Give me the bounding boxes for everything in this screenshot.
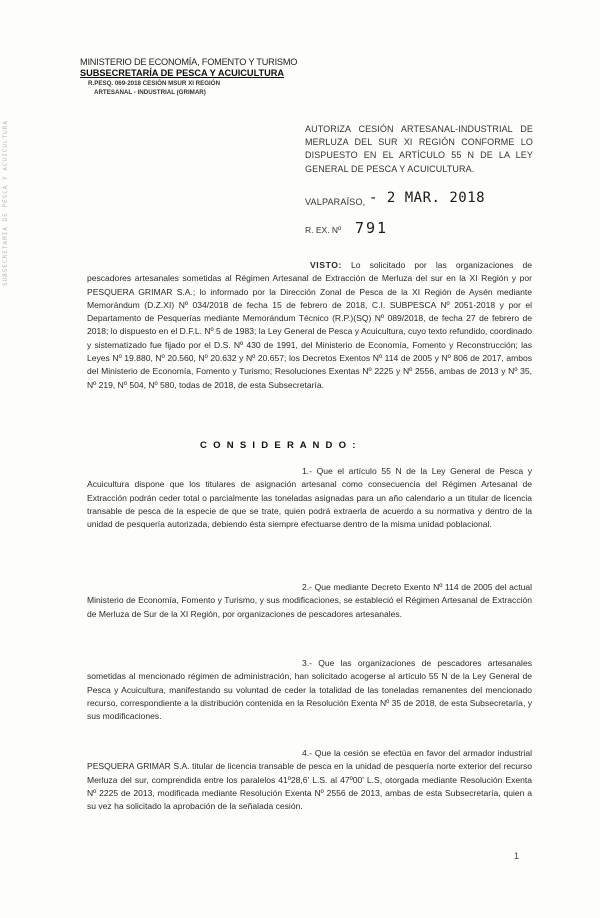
place-label: VALPARAÍSO, <box>305 197 366 207</box>
vertical-stamp <box>2 120 12 720</box>
letterhead <box>80 57 320 97</box>
resolution-number-value: 791 <box>355 219 389 237</box>
vertical-stamp-text: SUBSECRETARIA DE PESCA Y ACUICULTURA <box>2 120 9 287</box>
place-date <box>305 191 545 213</box>
resolution-number <box>305 219 425 239</box>
undersecretariat-name: SUBSECRETARÍA DE PESCA Y ACUICULTURA <box>80 68 285 78</box>
considerando-4: 4.- Que la cesión se efectúa en favor del armador industrial PESQUERA GRIMAR S.A. titular de licencia transable de pesca en la unidad de pesquería norte exterior del recurso Merluza del sur, comprendida entre los paralelos 41º28,6' L.S. al 47º00' L.S, otorgada mediante Resolución Exenta Nº 2225 de 2013, modificada mediante Resolución Exenta Nº 2556 de 2013, ambas de esta Subsecretaría, quien a su vez ha solicitado la aprobación de la señalada cesión. <box>87 748 532 812</box>
resolution-number-label: R. EX. Nº <box>305 225 342 235</box>
reference-line-2: ARTESANAL - INDUSTRIAL (GRIMAR) <box>94 89 206 96</box>
considerando-1: 1.- Que el artículo 55 N de la Ley General de Pesca y Acuicultura dispone que los titulares de asignación artesanal como consecuencia del Régimen Artesanal de Extracción podrán ceder total o parcialmente las toneladas asignadas para un año calendario a un titular de licencia transable de pesca de la especie de que se trate, quien podrá extraerla de acuerdo a su normativa y dentro de la unidad de pesquería autorizada, debiendo ésta siempre efectuarse dentro de la misma unidad poblacional. <box>87 466 532 530</box>
resolution-subject: AUTORIZA CESIÓN ARTESANAL-INDUSTRIAL DE MERLUZA DEL SUR XI REGIÓN CONFORME LO DISPUESTO EN EL ARTÍCULO 55 N DE LA LEY GENERAL DE PESCA Y ACUICULTURA. <box>305 124 533 174</box>
considerando-2: 2.- Que mediante Decreto Exento Nº 114 de 2005 del actual Ministerio de Economía, Fomento y Turismo, y sus modificaciones, se estableció el Régimen Artesanal de Extracción de Merluza de Sur de la XI Región, por organizaciones de pescadores artesanales. <box>87 582 532 619</box>
reference-line: R.PESQ. 069-2018 CESIÓN MSUR XI REGIÓN <box>88 80 221 87</box>
considerando-heading: C O N S I D E R A N D O : <box>200 440 358 451</box>
visto-label: VISTO: <box>310 260 342 270</box>
visto-text: Lo solicitado por las organizaciones de pescadores artesanales sometidas al Régimen Artesanal de Extracción de Merluza del sur en la XI Región y por PESQUERA GRIMAR S.A.; lo informado por la Dirección Zonal de Pesca de la XI Región de Aysén mediante Memorándum (D.Z.XI) Nº 034/2018 de fecha 15 de febrero de 2018, C.I. SUBPESCA Nº 2051-2018 y por el Departamento de Pesquerías mediante Memorándum Técnico (R.P.)(SQ) Nº 089/2018, de fecha 27 de febrero de 2018; lo dispuesto en el D.F.L. Nº 5 de 1983; la Ley General de Pesca y Acuicultura, cuyo texto refundido, coordinado y sistematizado fue fijado por el D.S. Nº 430 de 1991, del Ministerio de Economía, Fomento y Reconstrucción; las Leyes Nº 19.880, Nº 20.560, Nº 20.632 y Nº 20.657; los Decretos Exentos Nº 114 de 2005 y Nº 806 de 2017, ambos del Ministerio de Economía, Fomento y Turismo; Resoluciones Exentas Nº 2225 y Nº 2556, ambas de 2013 y Nº 35, Nº 219, Nº 504, Nº 580, todas de 2018, de esta Subsecretaría. <box>87 260 532 390</box>
page-number: 1 <box>514 851 520 861</box>
visto-paragraph <box>87 259 532 392</box>
considerando-3: 3.- Que las organizaciones de pescadores artesanales sometidas al mencionado régimen de administración, han solicitado acogerse al artículo 55 N de la Ley General de Pesca y Acuicultura, manifestando su voluntad de ceder la totalidad de las toneladas remanentes del mencionado recurso, correspondiente a la distribución contenida en la Resolución Exenta Nº 35 de 2018, de esta Subsecretaría, y sus modificaciones. <box>87 658 532 722</box>
date-stamp: - 2 MAR. 2018 <box>369 190 486 206</box>
ministry-name: MINISTERIO DE ECONOMÍA, FOMENTO Y TURISMO <box>80 57 298 67</box>
